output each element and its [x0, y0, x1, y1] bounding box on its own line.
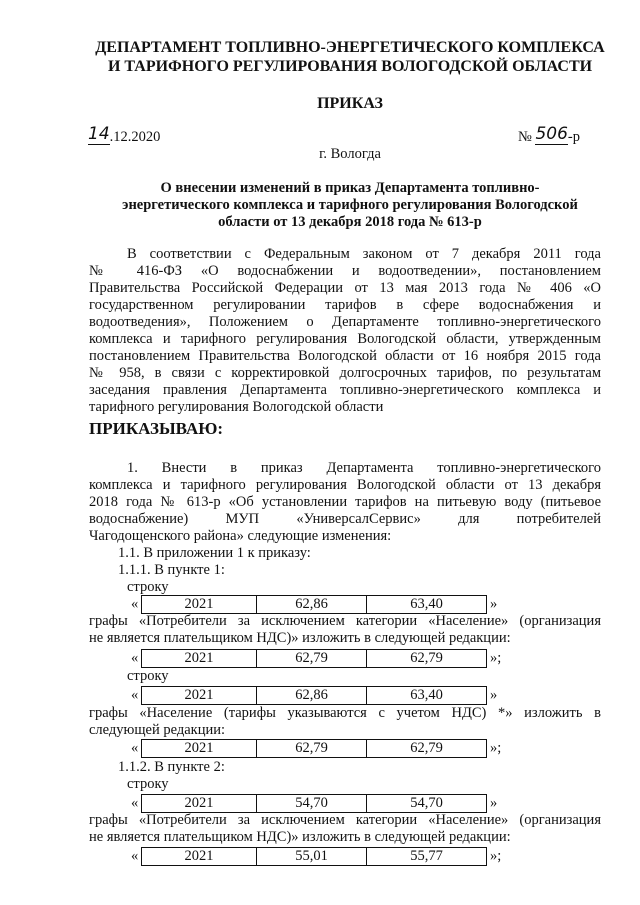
preamble-line: В соответствии с Федеральным законом от 7 декабря 2011 года: [127, 246, 601, 262]
cell-value-1: 62,86: [257, 596, 367, 613]
label-stroku: строку: [127, 668, 169, 684]
cell-year: 2021: [142, 650, 257, 667]
cell-value-2: 55,77: [410, 848, 443, 864]
item1-line: 2018 года № 613-р «Об установлении тарифов на питьевую воду (питьевое: [89, 494, 601, 510]
quote-close: »: [490, 795, 498, 811]
cell-value-1: 55,01: [257, 848, 367, 865]
graphs-text: графы «Потребители за исключением категории «Население» (организация: [89, 812, 601, 828]
quote-open: «: [131, 650, 139, 666]
department-name-line2: И ТАРИФНОГО РЕГУЛИРОВАНИЯ ВОЛОГОДСКОЙ ОБЛАСТИ: [107, 58, 593, 75]
cell-year: 2021: [142, 687, 257, 704]
cell-year: 2021: [142, 740, 257, 757]
quote-open: «: [131, 848, 139, 864]
cell-year: 2021: [142, 848, 257, 865]
preamble-line: государственном регулировании тарифов в сфере водоснабжения и: [89, 297, 601, 313]
preamble-line: тарифного регулирования Вологодской области: [89, 399, 384, 415]
item1-paragraph: [89, 460, 601, 545]
quote-close: »;: [490, 650, 502, 666]
quote-close: »: [490, 687, 498, 703]
subitem-1-1-2: 1.1.2. В пункте 2:: [118, 759, 225, 775]
department-name-line1: ДЕПАРТАМЕНТ ТОПЛИВНО-ЭНЕРГЕТИЧЕСКОГО КОМПЛЕКСА: [95, 39, 605, 56]
quote-open: «: [131, 795, 139, 811]
cell-value-1: 62,79: [257, 650, 367, 667]
title-line2: энергетического комплекса и тарифного регулирования Вологодской: [122, 197, 578, 213]
order-word: ПРИКАЗЫВАЮ:: [89, 419, 224, 438]
preamble-line: водоотведения», Положением о Департаменте топливно-энергетического: [89, 314, 601, 330]
value-row: [141, 595, 487, 614]
item1-line: комплекса и тарифного регулирования Вологодской области от 13 декабря: [89, 477, 601, 493]
label-stroku: строку: [127, 579, 169, 595]
cell-year: 2021: [142, 596, 257, 613]
graphs-text: графы «Потребители за исключением категории «Население» (организация: [89, 613, 601, 629]
cell-value-1: 62,86: [257, 687, 367, 704]
label-stroku: строку: [127, 776, 169, 792]
order-date: [88, 124, 161, 146]
title-line1: О внесении изменений в приказ Департамента топливно-: [160, 180, 540, 196]
date-handwritten: 14: [88, 124, 110, 144]
preamble-line: комплекса и тарифного регулирования Вологодской области, утвержденным: [89, 331, 601, 347]
value-row: [141, 686, 487, 705]
graphs-text: не является плательщиком НДС)» изложить в следующей редакции:: [89, 829, 511, 845]
cell-value-2: 62,79: [410, 740, 443, 756]
graphs-text: не является плательщиком НДС)» изложить в следующей редакции:: [89, 630, 511, 646]
value-row: [141, 794, 487, 813]
cell-value-2: 63,40: [410, 596, 443, 612]
graphs-text: графы «Население (тарифы указываются с учетом НДС) *» изложить в: [89, 705, 601, 721]
graphs-line: [89, 705, 601, 739]
graphs-line: [89, 812, 601, 846]
preamble-line: заседания правления Департамента топливно-энергетического комплекса и: [89, 382, 601, 398]
item1-line: Чагодощенского района» следующие изменения:: [89, 528, 392, 544]
cell-year: 2021: [142, 795, 257, 812]
cell-value-1: 54,70: [257, 795, 367, 812]
subitem-1-1: 1.1. В приложении 1 к приказу:: [118, 545, 311, 561]
number-handwritten: 506: [535, 124, 568, 144]
quote-open: «: [131, 596, 139, 612]
subitem-1-1-1: 1.1.1. В пункте 1:: [118, 562, 225, 578]
preamble-line: № 416-ФЗ «О водоснабжении и водоотведении», постановлением: [89, 263, 601, 279]
number-suffix: -р: [567, 129, 581, 145]
quote-close: »;: [490, 740, 502, 756]
date-printed: .12.2020: [109, 129, 161, 145]
preamble-line: постановлением Правительства Вологодской области от 16 ноября 2015 года: [89, 348, 601, 364]
quote-close: »;: [490, 848, 502, 864]
title-line3: области от 13 декабря 2018 года № 613-р: [218, 214, 482, 230]
order-number: [518, 124, 581, 146]
number-prefix: №: [518, 129, 536, 145]
graphs-text: следующей редакции:: [89, 722, 226, 738]
cell-value-1: 62,79: [257, 740, 367, 757]
item1-line: водоснабжение) МУП «УниверсалСервис» для потребителей: [89, 511, 601, 527]
preamble-line: Правительства Российской Федерации от 13 мая 2013 года № 406 «О: [89, 280, 601, 296]
graphs-line: [89, 613, 601, 647]
value-row: [141, 847, 487, 866]
cell-value-2: 54,70: [410, 795, 443, 811]
quote-open: «: [131, 740, 139, 756]
preamble: [89, 246, 601, 416]
cell-value-2: 62,79: [410, 650, 443, 666]
cell-value-2: 63,40: [410, 687, 443, 703]
item1-line: 1. Внести в приказ Департамента топливно-энергетического: [127, 460, 601, 476]
quote-open: «: [131, 687, 139, 703]
value-row: [141, 739, 487, 758]
preamble-line: № 958, в связи с корректировкой долгосрочных тарифов, по результатам: [89, 365, 601, 381]
city: г. Вологда: [319, 146, 381, 162]
document-type: ПРИКАЗ: [317, 95, 383, 112]
quote-close: »: [490, 596, 498, 612]
value-row: [141, 649, 487, 668]
